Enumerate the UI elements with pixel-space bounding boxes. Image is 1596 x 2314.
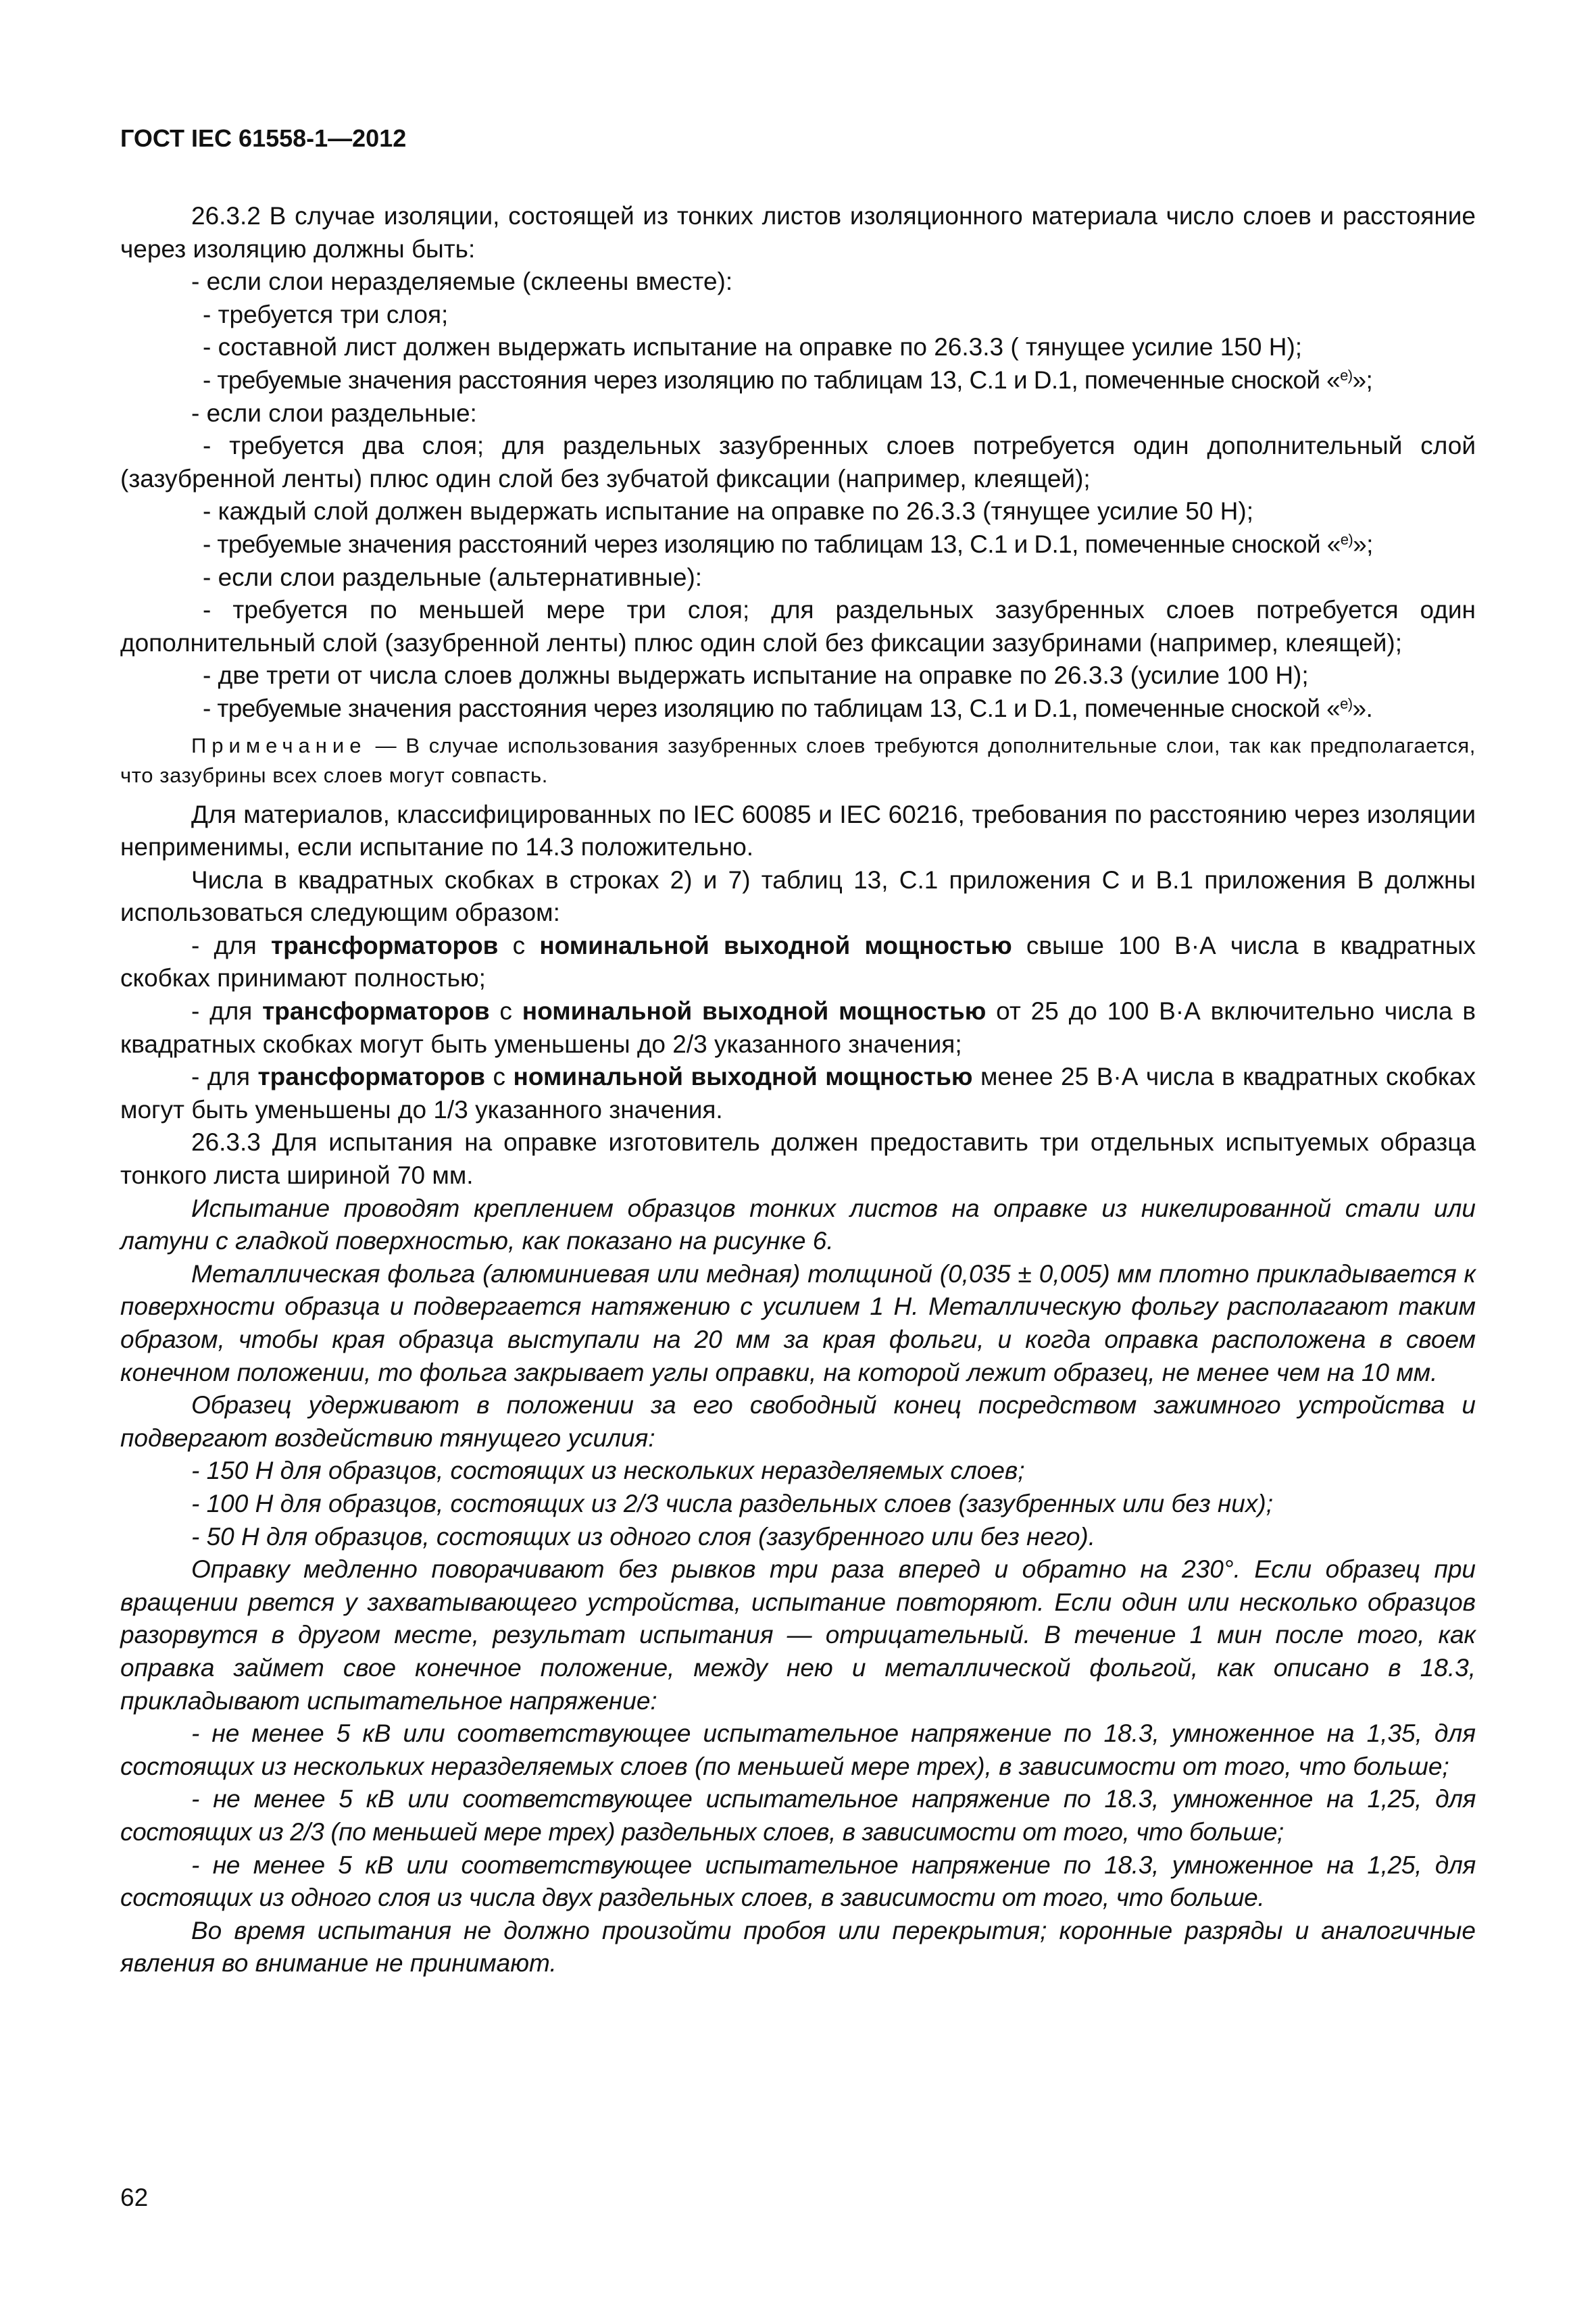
list-item — [120, 364, 1476, 397]
text: с — [498, 931, 540, 959]
list-item — [120, 693, 1476, 726]
document-header: ГОСТ IEC 61558-1—2012 — [120, 124, 407, 152]
list-item-text: - требуемые значения расстояния через изоляцию по таблицам 13, С.1 и D.1, помеченные сноской « — [203, 366, 1341, 394]
test-list-item: - 50 Н для образцов, состоящих из одного слоя (зазубренного или без него). — [191, 1522, 1095, 1551]
test-list-item: - не менее 5 кВ или соответствующее испытательное напряжение по 18.3, умноженное на 1,25, для состоящих из одного слоя из числа двух раздельных слоев, в зависимости от того, что больше. — [120, 1851, 1476, 1912]
list-head-nonseparable: - если слои неразделяемые (склеены вместе): — [191, 268, 733, 296]
test-list-item: - 150 Н для образцов, состоящих из нескольких неразделяемых слоев; — [191, 1457, 1025, 1485]
list-head-separable: - если слои раздельные: — [191, 399, 477, 427]
paragraph: Для материалов, классифицированных по IEC 60085 и IEC 60216, требования по расстоянию через изоляции неприменимы, если испытание по 14.3 положительно. — [120, 800, 1476, 861]
test-list-item: - не менее 5 кВ или соответствующее испытательное напряжение по 18.3, умноженное на 1,25, для состоящих из 2/3 (по меньшей мере трех) раздельных слоев, в зависимости от того, что больше; — [120, 1785, 1476, 1846]
list-item-text: - требуемые значения расстояния через изоляцию по таблицам 13, С.1 и D.1, помеченные сноской « — [203, 694, 1341, 722]
term: номинальной выходной мощностью — [522, 997, 987, 1026]
footnote-ref: е) — [1340, 695, 1353, 712]
test-list-item: - 100 Н для образцов, состоящих из 2/3 числа раздельных слоев (зазубренных или без них); — [191, 1489, 1273, 1517]
footnote-ref: е) — [1340, 366, 1353, 384]
note-text: — В случае использования зазубренных слоев требуются дополнительные слои, так как предполагается, что зазубрины всех слоев могут совпасть. — [120, 733, 1476, 787]
list-item-transformer — [120, 930, 1476, 995]
test-list-item: - не менее 5 кВ или соответствующее испытательное напряжение по 18.3, умноженное на 1,35, для состоящих из нескольких неразделяемых слоев (по меньшей мере трех), в зависимости от того, что больше; — [120, 1719, 1476, 1780]
term: номинальной выходной мощностью — [513, 1063, 973, 1091]
text: с — [489, 997, 522, 1026]
list-item: - две трети от числа слоев должны выдержать испытание на оправке по 26.3.3 (усилие 100 Н); — [203, 661, 1309, 690]
test-paragraph: Образец удерживают в положении за его свободный конец посредством зажимного устройства и подвергают воздействию тянущего усилия: — [120, 1391, 1476, 1452]
page-number: 62 — [120, 2184, 149, 2211]
list-item: - требуется три слоя; — [203, 300, 449, 328]
term: номинальной выходной мощностью — [539, 931, 1012, 959]
paragraph: Числа в квадратных скобках в строках 2) и 7) таблиц 13, С.1 приложения С и В.1 приложения В должны использоваться следующим образом: — [120, 865, 1476, 927]
list-item-text: ». — [1352, 694, 1373, 722]
note — [120, 731, 1476, 790]
text: от 25 до 100 В·А включительно числа в квадратных скобках могут быть уменьшены до 2/3 указанного значения; — [120, 997, 1476, 1058]
list-item: - составной лист должен выдержать испытание на оправке по 26.3.3 ( тянущее усилие 150 Н); — [203, 333, 1303, 361]
list-head-alternative: - если слои раздельные (альтернативные): — [203, 563, 703, 591]
text: менее 25 В·А числа в квадратных скобках могут быть уменьшены до 1/3 указанного значения. — [120, 1063, 1476, 1124]
term: трансформаторов — [270, 931, 499, 959]
paragraph-26-3-3: 26.3.3 Для испытания на оправке изготовитель должен предоставить три отдельных испытуемых образца тонкого листа шириной 70 мм. — [120, 1128, 1476, 1190]
text: - для — [191, 1063, 258, 1091]
term: трансформаторов — [257, 1063, 485, 1091]
test-paragraph: Оправку медленно поворачивают без рывков три раза вперед и обратно на 230°. Если образец при вращении рвется у захватывающего устройства, испытание повторяют. Если один или несколько образцов разорвутся в другом месте, результат испытания — отрицательный. В течение 1 мин после того, как оправка займет свое конечное положение, между нею и металлической фольгой, как описано в 18.3, прикладывают испытательное напряжение: — [120, 1555, 1476, 1715]
list-item: - каждый слой должен выдержать испытание на оправке по 26.3.3 (тянущее усилие 50 Н); — [203, 497, 1253, 526]
test-paragraph: Металлическая фольга (алюминиевая или медная) толщиной (0,035 ± 0,005) мм плотно прикладывается к поверхности образца и подвергается натяжению с усилием 1 Н. Металлическую фольгу располагают таким образом, чтобы края образца выступали на 20 мм за края фольги, и когда оправка расположена в своем конечном положении, то фольга закрывает углы оправки, на которой лежит образец, не менее чем на 10 мм. — [120, 1259, 1476, 1386]
list-item-text: »; — [1352, 366, 1373, 394]
text: свыше 100 В·А числа в квадратных скобках принимают полностью; — [120, 931, 1476, 992]
list-item: - требуется два слоя; для раздельных зазубренных слоев потребуется один дополнительный слой (зазубренной ленты) плюс один слой без зубчатой фиксации (например, клеящей); — [120, 432, 1476, 493]
list-item — [120, 528, 1476, 561]
paragraph-26-3-2: 26.3.2 В случае изоляции, состоящей из тонких листов изоляционного материала число слоев и расстояние через изоляцию должны быть: — [120, 202, 1476, 263]
test-paragraph: Испытание проводят креплением образцов тонких листов на оправке из никелированной стали или латуни с гладкой поверхностью, как показано на рисунке 6. — [120, 1194, 1476, 1255]
note-label: Примечание — [191, 733, 367, 757]
text: - для — [191, 997, 263, 1026]
list-item-transformer — [120, 1061, 1476, 1126]
document-body — [120, 200, 1476, 1980]
list-item-text: »; — [1353, 530, 1373, 558]
term: трансформаторов — [262, 997, 490, 1026]
list-item-text: - требуемые значения расстояний через изоляцию по таблицам 13, С.1 и D.1, помеченные сноской « — [203, 530, 1341, 558]
list-item-transformer — [120, 995, 1476, 1061]
footnote-ref: е) — [1340, 530, 1353, 548]
test-paragraph: Во время испытания не должно произойти пробоя или перекрытия; коронные разряды и аналогичные явления во внимание не принимают. — [120, 1916, 1476, 1978]
list-item: - требуется по меньшей мере три слоя; для раздельных зазубренных слоев потребуется один дополнительный слой (зазубренной ленты) плюс один слой без фиксации зазубринами (например, клеящей); — [120, 596, 1476, 657]
text: с — [485, 1063, 514, 1091]
text: - для — [191, 931, 271, 959]
